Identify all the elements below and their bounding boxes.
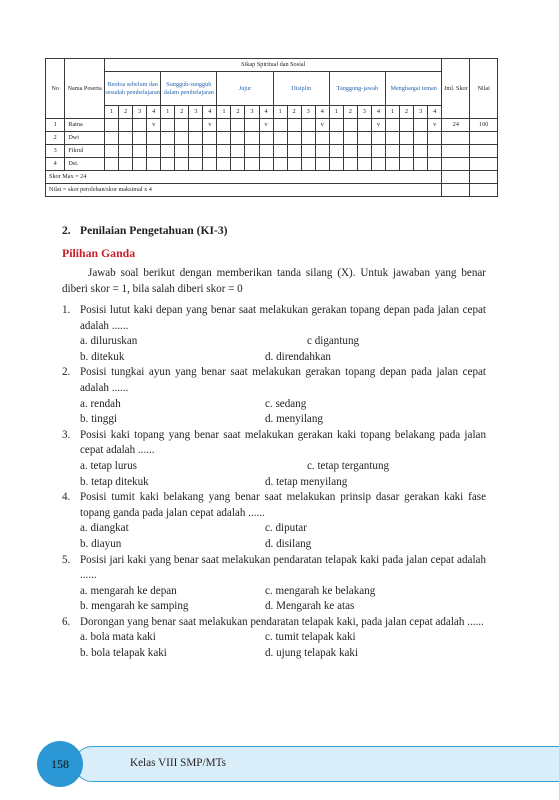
row-number: 3 (46, 145, 65, 158)
question-number: 3. (62, 428, 71, 441)
score-cell (245, 132, 259, 145)
answer-option[interactable]: c. sedang (265, 397, 307, 410)
header-sub-number: 4 (203, 106, 217, 119)
score-cell (231, 145, 245, 158)
score-cell (231, 132, 245, 145)
answer-option[interactable]: a. tetap lurus (80, 459, 137, 472)
score-cell (259, 145, 273, 158)
score-cell (428, 158, 442, 171)
score-cell (217, 145, 231, 158)
score-cell (428, 132, 442, 145)
score-cell (175, 145, 189, 158)
score-cell (245, 119, 259, 132)
header-sub-number: 3 (301, 106, 315, 119)
score-cell (343, 119, 357, 132)
score-cell (400, 132, 414, 145)
header-group-menghargai: Menghargai teman (385, 72, 441, 106)
answer-option[interactable]: d. menyilang (265, 413, 323, 426)
answer-options (80, 459, 486, 490)
score-cell (414, 158, 428, 171)
score-cell (147, 132, 161, 145)
score-cell (119, 132, 133, 145)
score-cell (259, 158, 273, 171)
header-sub-number: 1 (329, 106, 343, 119)
score-cell (175, 119, 189, 132)
score-cell (119, 145, 133, 158)
question-text: Posisi tungkai ayun yang benar saat melakukan gerakan topang depan pada jalan cepat adalah ...... (80, 366, 486, 394)
score-cell (301, 158, 315, 171)
answer-option[interactable]: d. tetap menyilang (265, 475, 348, 488)
score-cell (400, 145, 414, 158)
score-cell (217, 158, 231, 171)
answer-options (80, 397, 486, 428)
header-sub-number: 4 (147, 106, 161, 119)
header-sub-number: 1 (273, 106, 287, 119)
row-nilai (470, 145, 498, 158)
score-cell (343, 132, 357, 145)
score-cell (371, 158, 385, 171)
row-jml-skor (442, 145, 470, 158)
section-heading (62, 224, 228, 237)
formula-nilai-cell (470, 184, 498, 197)
score-cell (329, 145, 343, 158)
header-sub-number: 3 (414, 106, 428, 119)
answer-option[interactable]: d. disilang (265, 537, 312, 550)
header-sub-number: 1 (105, 106, 119, 119)
section-title: Penilaian Pengetahuan (KI-3) (80, 224, 228, 237)
score-cell (385, 158, 399, 171)
score-cell (357, 119, 371, 132)
row-name: Fikrul (65, 145, 105, 158)
score-cell (301, 145, 315, 158)
score-cell (119, 119, 133, 132)
score-cell (414, 145, 428, 158)
score-cell (133, 119, 147, 132)
answer-options (80, 630, 486, 661)
header-sikap: Sikap Spiritual dan Sosial (105, 59, 442, 72)
score-cell (329, 132, 343, 145)
question-item (62, 490, 486, 552)
answer-option[interactable]: a. diangkat (80, 522, 129, 535)
skor-max-nilai-cell (470, 171, 498, 184)
score-cell (273, 145, 287, 158)
score-cell (203, 132, 217, 145)
answer-options (80, 334, 486, 365)
score-cell (287, 158, 301, 171)
header-sub-number: 4 (315, 106, 329, 119)
question-list (62, 303, 486, 662)
score-cell (329, 158, 343, 171)
question-number: 4. (62, 491, 71, 504)
answer-option[interactable]: c. tumit telapak kaki (265, 631, 356, 644)
header-sub-number: 4 (259, 106, 273, 119)
answer-option[interactable]: b. diayun (80, 537, 122, 550)
score-cell (161, 145, 175, 158)
row-jml-skor: 24 (442, 119, 470, 132)
score-cell (203, 158, 217, 171)
score-cell (273, 132, 287, 145)
score-cell (357, 132, 371, 145)
intro-paragraph: Jawab soal berikut dengan memberikan tanda silang (X). Untuk jawaban yang benar diberi skor = 1, bila salah diberi skor = 0 (62, 267, 486, 295)
score-cell (133, 158, 147, 171)
table-row (46, 158, 498, 171)
header-sub-number: 4 (371, 106, 385, 119)
answer-option[interactable]: b. bola telapak kaki (80, 647, 167, 660)
answer-option[interactable]: a. mengarah ke depan (80, 584, 177, 597)
skor-max-cell: Skor Max = 24 (46, 171, 442, 184)
question-item (62, 428, 486, 490)
score-cell (161, 119, 175, 132)
answer-option[interactable]: b. tinggi (80, 413, 117, 426)
table-row (46, 132, 498, 145)
answer-option[interactable]: a. bola mata kaki (80, 631, 156, 644)
score-cell (385, 119, 399, 132)
score-cell (217, 132, 231, 145)
footer-book-title: Kelas VIII SMP/MTs (130, 757, 226, 769)
score-cell (287, 145, 301, 158)
score-cell (105, 119, 119, 132)
answer-options (80, 584, 486, 615)
header-sub-number: 2 (231, 106, 245, 119)
score-cell (400, 119, 414, 132)
score-cell (385, 132, 399, 145)
header-sub-number: 3 (245, 106, 259, 119)
question-text: Dorongan yang benar saat melakukan pendaratan telapak kaki, pada jalan cepat adalah ...... (80, 615, 484, 628)
header-jml-skor: Jml. Skor (442, 59, 470, 119)
score-cell (315, 145, 329, 158)
score-cell (175, 158, 189, 171)
row-jml-skor (442, 158, 470, 171)
question-item (62, 615, 486, 662)
header-nilai: Nilai (470, 59, 498, 119)
score-cell: v (147, 119, 161, 132)
answer-option[interactable]: b. mengarah ke samping (80, 600, 189, 613)
score-cell (245, 158, 259, 171)
score-cell (105, 145, 119, 158)
table-row (46, 145, 498, 158)
score-cell (301, 132, 315, 145)
score-cell (203, 145, 217, 158)
question-number: 6. (62, 615, 71, 628)
header-group-sungguh: Sungguh-sungguh dalam pembelajaran (161, 72, 217, 106)
formula-cell: Nilai = skor perolehan/skor maksimal x 4 (46, 184, 442, 197)
row-nilai (470, 132, 498, 145)
question-text: Posisi lutut kaki depan yang benar saat melakukan gerakan topang depan pada jalan cepat adalah ...... (80, 304, 486, 332)
score-cell (414, 132, 428, 145)
header-sub-number: 3 (357, 106, 371, 119)
score-cell (301, 119, 315, 132)
score-cell (133, 132, 147, 145)
score-cell (189, 132, 203, 145)
row-jml-skor (442, 132, 470, 145)
score-cell (119, 158, 133, 171)
table-row (46, 119, 498, 132)
header-no: No (46, 59, 65, 119)
header-sub-number: 1 (385, 106, 399, 119)
score-cell (231, 158, 245, 171)
page-number: 158 (51, 757, 69, 771)
header-sub-number: 1 (161, 106, 175, 119)
score-cell (343, 145, 357, 158)
answer-option[interactable]: d. direndahkan (265, 350, 331, 363)
answer-option[interactable]: a. rendah (80, 397, 121, 410)
score-cell: v (259, 119, 273, 132)
score-cell (315, 158, 329, 171)
answer-option[interactable]: a. diluruskan (80, 335, 138, 348)
question-item (62, 553, 486, 615)
question-item (62, 365, 486, 427)
score-cell: v (371, 119, 385, 132)
score-cell (357, 145, 371, 158)
header-sub-number: 2 (343, 106, 357, 119)
score-cell (189, 119, 203, 132)
score-cell (414, 119, 428, 132)
score-cell (245, 145, 259, 158)
header-sub-number: 2 (287, 106, 301, 119)
score-cell (189, 158, 203, 171)
score-cell (161, 158, 175, 171)
header-sub-number: 2 (175, 106, 189, 119)
question-text: Posisi kaki topang yang benar saat melakukan gerakan kaki topang belakang pada jalan cepat adalah ...... (80, 428, 486, 457)
row-nilai: 100 (470, 119, 498, 132)
score-cell (133, 145, 147, 158)
header-sub-number: 3 (189, 106, 203, 119)
header-group-berdoa: Berdoa sebelum dan sesudah pembelajaran (105, 72, 161, 106)
answer-option[interactable]: d. Mengarah ke atas (265, 600, 355, 613)
assessment-table (45, 58, 498, 197)
row-name: Dwi (65, 132, 105, 145)
score-cell (273, 158, 287, 171)
score-cell (428, 145, 442, 158)
header-sub-number: 3 (133, 106, 147, 119)
score-cell (105, 132, 119, 145)
score-cell (147, 158, 161, 171)
score-cell: v (203, 119, 217, 132)
sub-number-row (46, 106, 498, 119)
score-cell (161, 132, 175, 145)
score-cell (231, 119, 245, 132)
header-nama-peserta: Nama Peserta (65, 59, 105, 119)
row-name: Ratna (65, 119, 105, 132)
question-number: 1. (62, 304, 71, 316)
header-group-jujur: Jujur (217, 72, 273, 106)
row-number: 4 (46, 158, 65, 171)
header-sub-number: 4 (428, 106, 442, 119)
score-cell (357, 158, 371, 171)
score-cell (385, 145, 399, 158)
header-group-disiplin: Disiplin (273, 72, 329, 106)
score-cell: v (315, 119, 329, 132)
score-cell (400, 158, 414, 171)
header-group-tanggung-jawab: Tanggung-jawab (329, 72, 385, 106)
row-name: Dst. (65, 158, 105, 171)
score-cell (343, 158, 357, 171)
score-cell (217, 119, 231, 132)
answer-option[interactable]: c digantung (307, 335, 360, 348)
score-cell (147, 145, 161, 158)
header-sub-number: 1 (217, 106, 231, 119)
score-cell (329, 119, 343, 132)
answer-option[interactable]: d. ujung telapak kaki (265, 647, 359, 660)
score-cell (175, 132, 189, 145)
score-cell (273, 119, 287, 132)
row-number: 2 (46, 132, 65, 145)
score-cell (371, 145, 385, 158)
subheading: Pilihan Ganda (62, 246, 136, 260)
answer-option[interactable]: c. diputar (265, 522, 307, 535)
section-number: 2. (62, 224, 71, 237)
answer-option[interactable]: c. tetap tergantung (307, 459, 390, 472)
answer-option[interactable]: c. mengarah ke belakang (265, 584, 376, 597)
score-cell (105, 158, 119, 171)
header-sub-number: 2 (400, 106, 414, 119)
score-cell (315, 132, 329, 145)
row-nilai (470, 158, 498, 171)
question-item (62, 303, 486, 365)
score-cell (259, 132, 273, 145)
row-number: 1 (46, 119, 65, 132)
question-number: 5. (62, 553, 71, 566)
score-cell (189, 145, 203, 158)
question-text: Posisi tumit kaki belakang yang benar saat melakukan prinsip dasar gerakan kaki fase topang ganda pada jalan cepat adalah ...... (80, 491, 486, 519)
header-sub-number: 2 (119, 106, 133, 119)
answer-option[interactable]: b. tetap ditekuk (80, 475, 149, 488)
score-cell (287, 132, 301, 145)
score-cell (287, 119, 301, 132)
answer-option[interactable]: b. ditekuk (80, 350, 125, 363)
formula-jml-cell (442, 184, 470, 197)
answer-options (80, 521, 486, 552)
question-text: Posisi jari kaki yang benar saat melakukan pendaratan telapak kaki pada jalan cepat adalah ...... (80, 553, 486, 582)
score-cell (371, 132, 385, 145)
skor-max-jml-cell (442, 171, 470, 184)
question-number: 2. (62, 366, 71, 379)
score-cell: v (428, 119, 442, 132)
